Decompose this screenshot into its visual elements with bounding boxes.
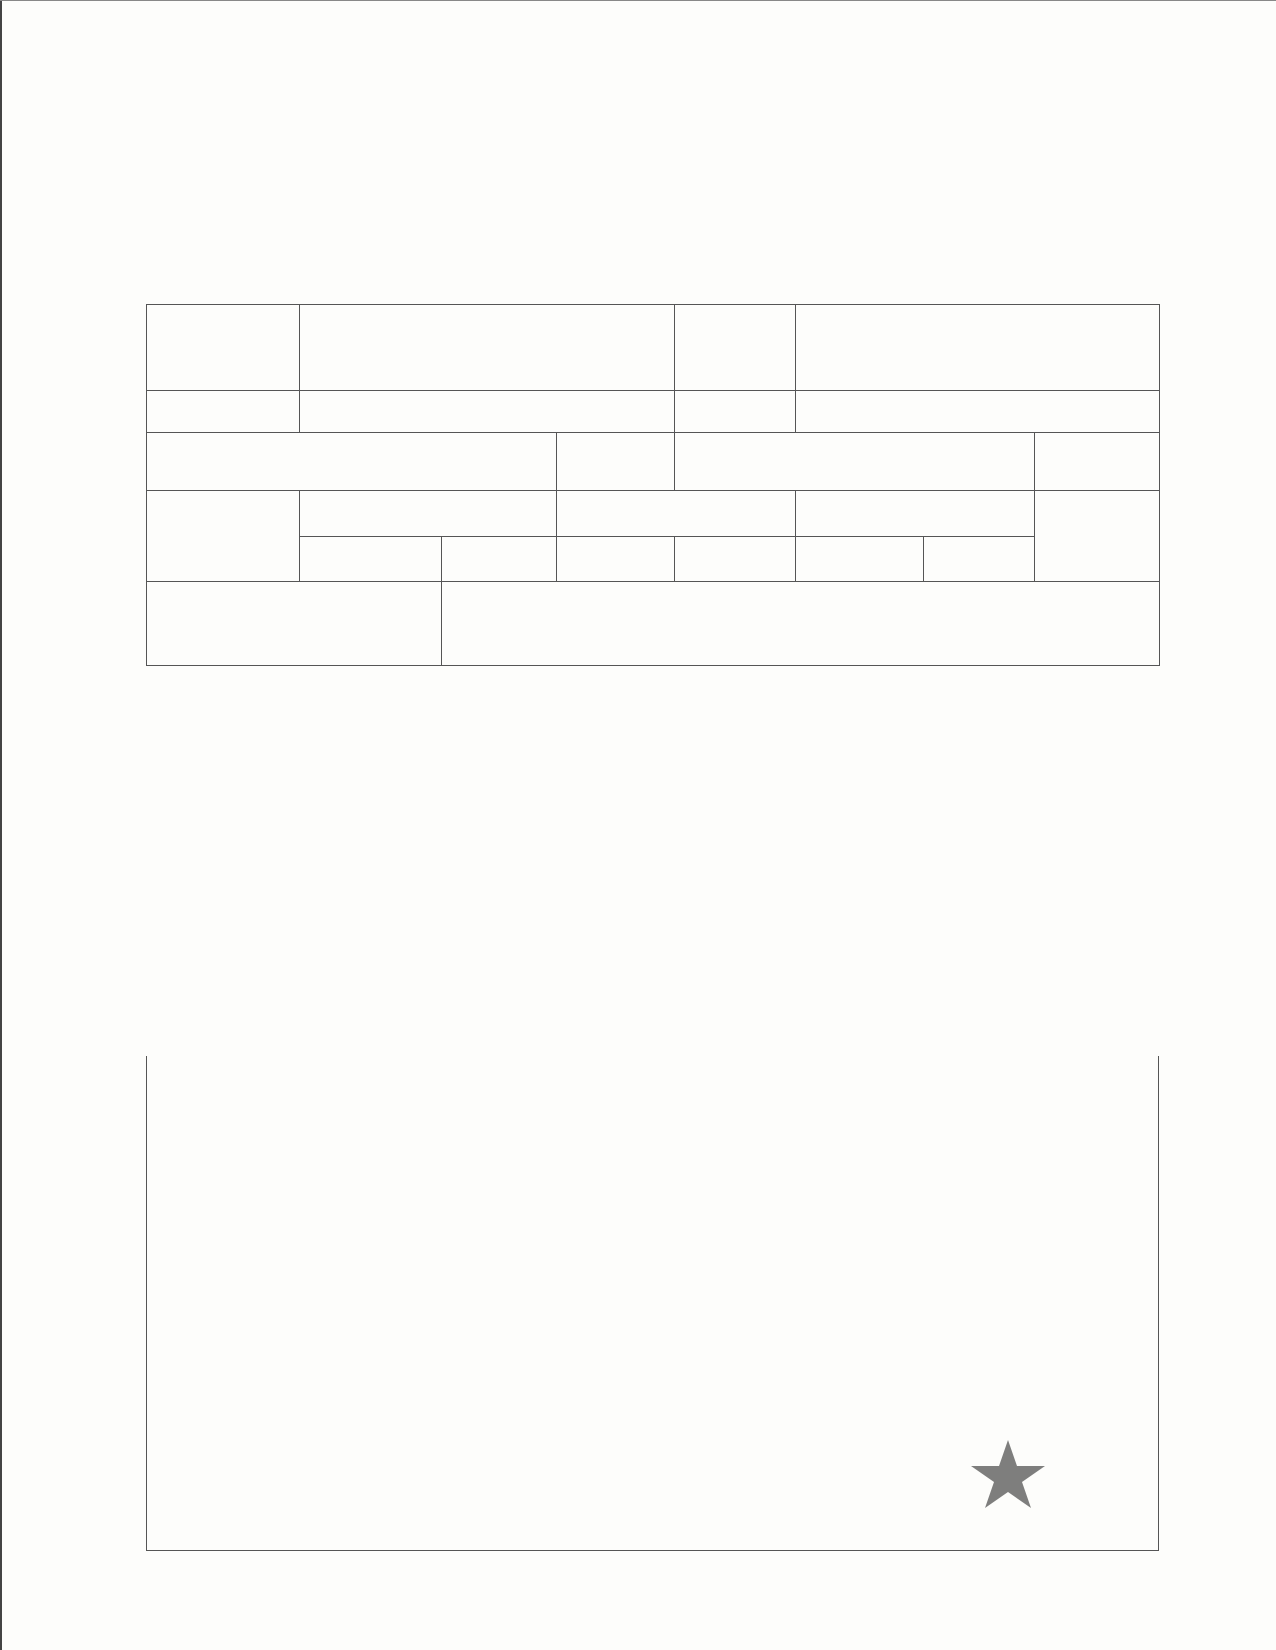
investment-row — [147, 391, 1160, 433]
key-project-value — [1035, 433, 1160, 491]
header-no-bidding — [1035, 491, 1160, 582]
scan-top-line — [0, 0, 1276, 1]
project-name-value — [299, 305, 674, 391]
media-label — [147, 582, 442, 666]
sub-header-self — [674, 537, 796, 582]
header-blank-cell — [147, 491, 300, 582]
sub-header-entrusted — [556, 537, 674, 582]
header-method — [796, 491, 1035, 537]
estimate-value — [796, 391, 1160, 433]
state-funding-value — [556, 433, 674, 491]
group-header-row — [147, 491, 1160, 537]
sub-header-full — [299, 537, 441, 582]
project-name-label — [147, 305, 300, 391]
official-seal — [908, 1378, 1108, 1578]
header-scope — [299, 491, 556, 537]
sub-header-invited — [924, 537, 1035, 582]
key-project-label — [674, 433, 1034, 491]
total-investment-value — [299, 391, 674, 433]
bidding-plan-table — [146, 304, 1160, 666]
state-funding-label — [147, 433, 557, 491]
scan-edge-line — [0, 0, 2, 1650]
estimate-label — [674, 391, 796, 433]
media-row — [147, 582, 1160, 666]
sub-header-open — [796, 537, 924, 582]
builder-value — [796, 305, 1160, 391]
builder-label — [674, 305, 796, 391]
total-investment-label — [147, 391, 300, 433]
media-value — [442, 582, 1160, 666]
project-name-row — [147, 305, 1160, 391]
header-organization — [556, 491, 796, 537]
funding-row — [147, 433, 1160, 491]
sub-header-partial — [442, 537, 556, 582]
